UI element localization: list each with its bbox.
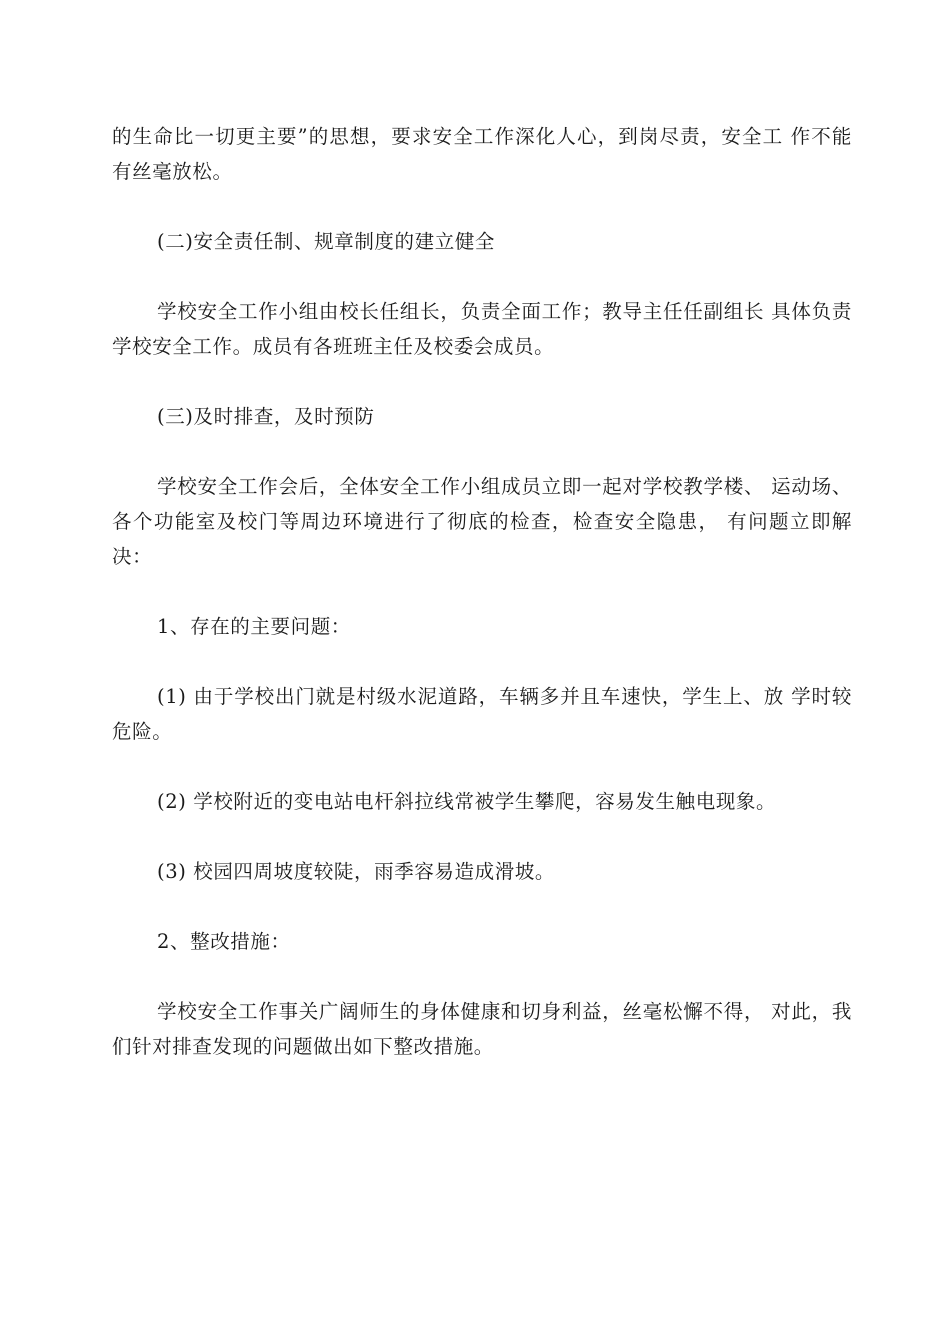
subheading-rectification: 2、整改措施： (157, 930, 291, 953)
problem-item-3: (3) 校园四周坡度较陡，雨季容易造成滑坡。 (157, 860, 556, 883)
section-heading-2: (二)安全责任制、规章制度的建立健全 (157, 230, 496, 253)
document-page (112, 119, 852, 1064)
section-heading-3: (三)及时排查，及时预防 (157, 405, 375, 428)
paragraph-rectification: 学校安全工作事关广阔师生的身体健康和切身利益，丝毫松懈不得， 对此，我们针对排查发现的问题做出如下整改措施。 (112, 1000, 852, 1058)
paragraph-safety-team: 学校安全工作小组由校长任组长，负责全面工作；教导主任任副组长 具体负责学校安全工作。成员有各班班主任及校委会成员。 (112, 300, 852, 358)
paragraph-continuation: 的生命比一切更主要”的思想，要求安全工作深化人心，到岗尽责，安全工 作不能有丝毫放松。 (112, 125, 852, 183)
problem-item-2: (2) 学校附近的变电站电杆斜拉线常被学生攀爬，容易发生触电现象。 (157, 790, 777, 813)
problem-item-1: (1) 由于学校出门就是村级水泥道路，车辆多并且车速快，学生上、放 学时较危险。 (112, 685, 852, 743)
subheading-main-problems: 1、存在的主要问题： (157, 615, 351, 638)
paragraph-inspection: 学校安全工作会后，全体安全工作小组成员立即一起对学校教学楼、 运动场、各个功能室及校门等周边环境进行了彻底的检查，检查安全隐患， 有问题立即解决： (112, 475, 852, 568)
